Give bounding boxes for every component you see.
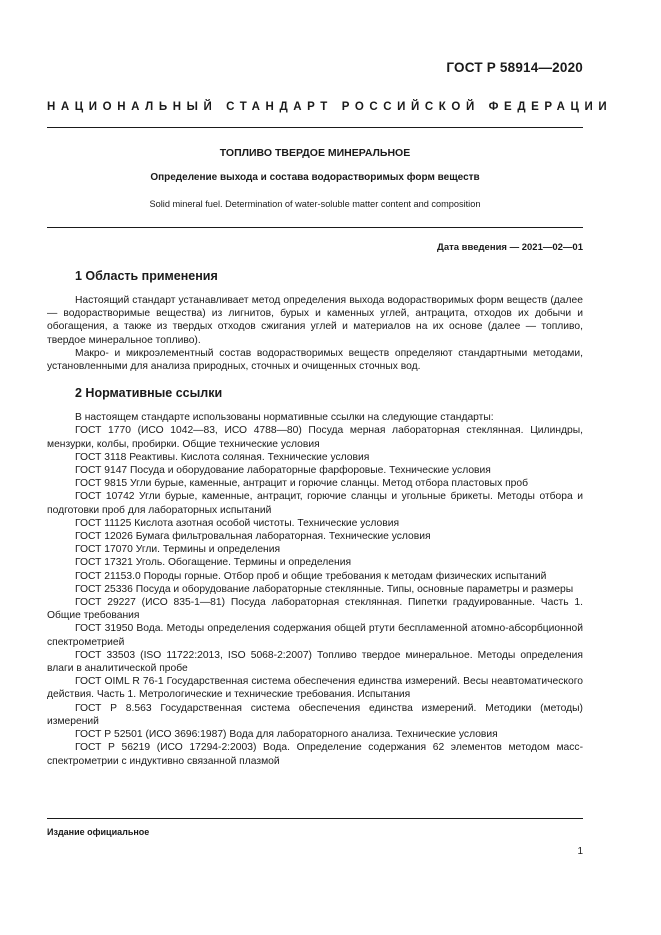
reference-item: ГОСТ 25336 Посуда и оборудование лабораторные стеклянные. Типы, основные параметры и размеры — [75, 583, 574, 595]
reference-item: ГОСТ 1770 (ИСО 1042—83, ИСО 4788—80) Посуда мерная лабораторная стеклянная. Цилиндры, мензурки, колбы, пробирки. Общие технические условия — [47, 425, 583, 450]
section-1-heading: 1 Область применения — [75, 269, 218, 283]
reference-item: ГОСТ 9815 Угли бурые, каменные, антрацит и горючие сланцы. Метод отбора пластовых проб — [75, 478, 529, 490]
document-body — [47, 268, 583, 768]
national-standard-banner: НАЦИОНАЛЬНЫЙ СТАНДАРТ РОССИЙСКОЙ ФЕДЕРАЦИИ — [47, 101, 613, 113]
reference-item: ГОСТ 17070 Угли. Термины и определения — [75, 544, 281, 556]
document-title: ТОПЛИВО ТВЕРДОЕ МИНЕРАЛЬНОЕ — [219, 147, 411, 159]
reference-item: ГОСТ 12026 Бумага фильтровальная лабораторная. Технические условия — [75, 531, 431, 543]
reference-item: ГОСТ 17321 Уголь. Обогащение. Термины и определения — [75, 557, 352, 569]
reference-item: ГОСТ 10742 Угли бурые, каменные, антрацит, горючие сланцы и угольные брикеты. Методы отбора и подготовки проб для лабораторных испытаний — [47, 491, 583, 516]
reference-item: ГОСТ 9147 Посуда и оборудование лабораторные фарфоровые. Технические условия — [75, 465, 491, 477]
top-rule — [47, 127, 583, 128]
section-2-heading: 2 Нормативные ссылки — [75, 386, 223, 401]
official-edition-label: Издание официальное — [47, 827, 150, 837]
introduction-date: Дата введения — 2021—02—01 — [437, 242, 583, 253]
section-1-paragraph: Настоящий стандарт устанавливает метод определения выхода водорастворимых форм веществ (далее — водорастворимые вещества) из лигнитов, бурых и каменных углей, антрацита, отходов их добычи и обогащения, а также из твердых отходов сжигания углей и материалов на их основе (далее — топливо, твердое минеральное топливо). — [47, 295, 583, 346]
standard-code: ГОСТ Р 58914—2020 — [446, 60, 583, 75]
section-2-paragraph: В настоящем стандарте использованы нормативные ссылки на следующие стандарты: — [75, 412, 494, 424]
title-bottom-rule — [47, 227, 583, 228]
reference-item: ГОСТ 11125 Кислота азотная особой чистоты. Технические условия — [75, 517, 400, 529]
reference-item: ГОСТ 29227 (ИСО 835-1—81) Посуда лабораторная стеклянная. Пипетки градуированные. Часть 1. Общие требования — [47, 597, 583, 622]
document-subtitle: Определение выхода и состава водорастворимых форм веществ — [150, 172, 480, 183]
reference-item: ГОСТ Р 8.563 Государственная система обеспечения единства измерений. Методики (методы) измерений — [47, 702, 583, 727]
reference-item: ГОСТ OIML R 76-1 Государственная система обеспечения единства измерений. Весы неавтоматического действия. Часть 1. Метрологические и технические требования. Испытания — [47, 676, 583, 701]
page-number: 1 — [577, 846, 583, 857]
reference-item: ГОСТ Р 52501 (ИСО 3696:1987) Вода для лабораторного анализа. Технические условия — [75, 729, 498, 741]
reference-item: ГОСТ 31950 Вода. Методы определения содержания общей ртути беспламенной атомно-абсорбционной спектрометрией — [47, 623, 583, 648]
footer-rule — [47, 818, 583, 819]
document-title-english: Solid mineral fuel. Determination of water-soluble matter content and composition — [149, 199, 481, 209]
section-1-paragraph: Макро- и микроэлементный состав водорастворимых веществ определяют стандартными методами, установленными для анализа природных, сточных и очищенных сточных вод. — [47, 347, 583, 373]
reference-item: ГОСТ Р 56219 (ИСО 17294-2:2003) Вода. Определение содержания 62 элементов методом масс-спектрометрии с индуктивно связанной плазмой — [47, 742, 583, 767]
reference-item: ГОСТ 3118 Реактивы. Кислота соляная. Технические условия — [75, 451, 370, 463]
reference-item: ГОСТ 33503 (ISO 11722:2013, ISO 5068-2:2007) Топливо твердое минеральное. Методы определения влаги в аналитической пробе — [47, 649, 583, 675]
reference-item: ГОСТ 21153.0 Породы горные. Отбор проб и общие требования к методам физических испытаний — [75, 570, 547, 582]
